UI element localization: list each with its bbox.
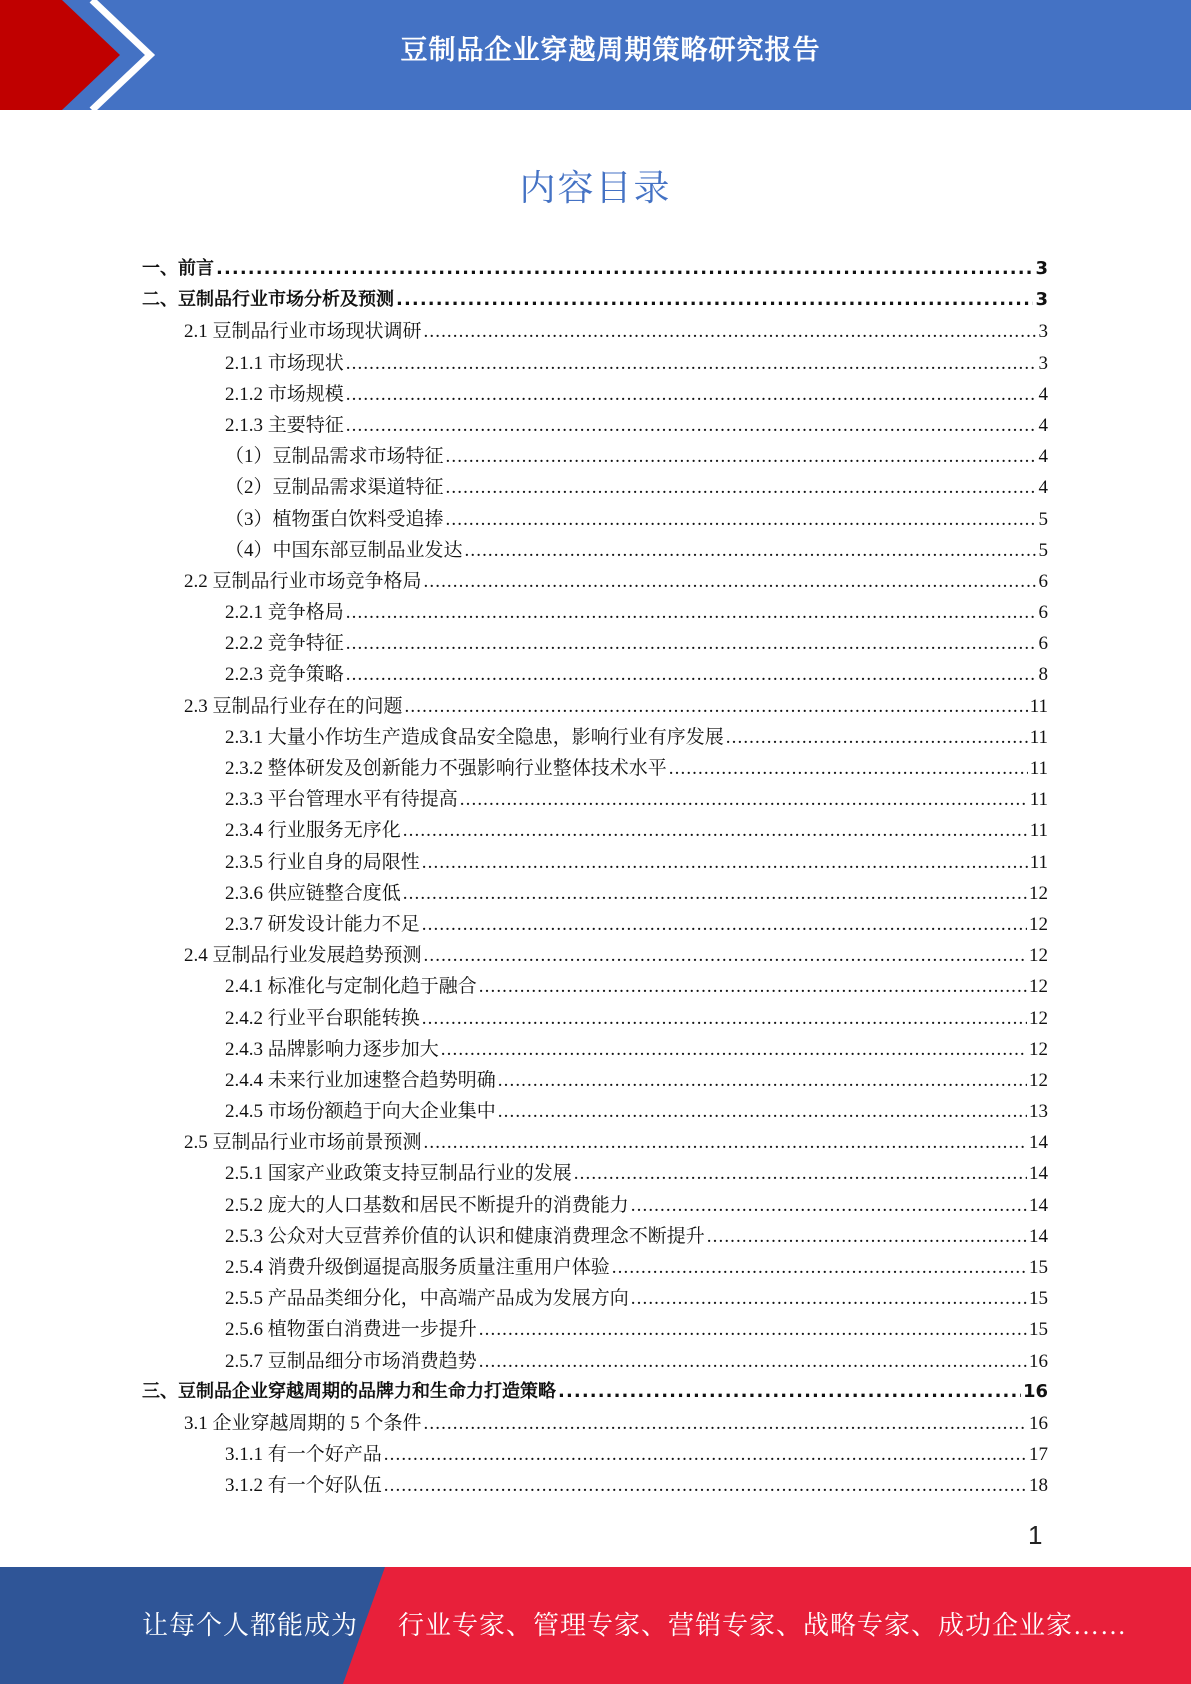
toc-entry-label: 一、前言 (142, 258, 214, 279)
toc-dot-leader (424, 571, 1037, 593)
toc-entry-label: 2.4.3 品牌影响力逐步加大 (225, 1038, 439, 1060)
toc-dot-leader (424, 1132, 1027, 1154)
toc-entry-page: 3 (1035, 258, 1048, 279)
toc-dot-leader (422, 1008, 1027, 1030)
toc-entry[interactable] (142, 1283, 1048, 1314)
toc-entry-page: 3 (1038, 352, 1048, 374)
toc-dot-leader (396, 289, 1033, 310)
toc-entry-label: 2.2.3 竞争策略 (225, 664, 344, 686)
toc-entry[interactable] (142, 722, 1048, 753)
toc-entry[interactable] (142, 566, 1048, 597)
toc-entry-page: 11 (1029, 789, 1048, 811)
page-number: 1 (1028, 1520, 1043, 1550)
toc-entry[interactable] (142, 1221, 1048, 1252)
toc-entry-page: 4 (1038, 446, 1048, 468)
toc-entry-label: 2.5.4 消费升级倒逼提高服务质量注重用户体验 (225, 1257, 610, 1278)
toc-entry[interactable] (142, 691, 1048, 722)
toc-entry-page: 12 (1029, 1007, 1048, 1029)
toc-entry-label: 2.5.6 植物蛋白消费进一步提升 (225, 1319, 477, 1341)
toc-entry-page: 6 (1038, 633, 1048, 655)
toc-dot-leader (405, 696, 1028, 718)
toc-dot-leader (216, 258, 1033, 279)
toc-dot-leader (424, 1413, 1027, 1435)
toc-dot-leader (424, 321, 1037, 343)
toc-entry[interactable] (142, 1096, 1048, 1127)
toc-entry[interactable] (142, 1003, 1048, 1034)
toc-entry[interactable] (142, 348, 1048, 379)
toc-entry-label: 2.4.4 未来行业加速整合趋势明确 (225, 1069, 496, 1091)
toc-dot-leader (726, 727, 1028, 749)
toc-dot-leader (446, 477, 1037, 499)
toc-entry[interactable] (142, 1470, 1048, 1501)
toc-entry-page: 16 (1029, 1412, 1048, 1434)
toc-entry[interactable] (142, 878, 1048, 909)
toc-entry-page: 6 (1038, 570, 1048, 592)
toc-entry-page: 14 (1029, 1132, 1048, 1154)
toc-entry-label: 2.3.2 整体研发及创新能力不强影响行业整体技术水平 (225, 758, 667, 779)
toc-entry-page: 12 (1029, 913, 1048, 935)
toc-entry[interactable] (142, 1034, 1048, 1065)
toc-entry-page: 15 (1029, 1319, 1048, 1341)
toc-dot-leader (460, 789, 1028, 811)
toc-entry-label: 3.1.2 有一个好队伍 (225, 1475, 382, 1497)
toc-entry-label: 二、豆制品行业市场分析及预测 (142, 289, 394, 311)
toc-entry-page: 16 (1029, 1350, 1048, 1372)
toc-entry-label: 2.2.1 竞争格局 (225, 602, 344, 624)
toc-entry[interactable] (142, 940, 1048, 971)
toc-entry-label: 2.3 豆制品行业存在的问题 (184, 695, 403, 717)
toc-entry-label: 2.1.1 市场现状 (225, 352, 344, 374)
toc-entry-page: 18 (1029, 1475, 1048, 1497)
toc-dot-leader (574, 1163, 1027, 1185)
toc-entry[interactable] (142, 909, 1048, 940)
report-title: 豆制品企业穿越周期策略研究报告 (400, 35, 821, 65)
toc-dot-leader (403, 820, 1028, 842)
toc-entry-page: 15 (1029, 1288, 1048, 1310)
toc-entry-page: 12 (1029, 1038, 1048, 1060)
toc-dot-leader (346, 353, 1037, 375)
toc-dot-leader (479, 1351, 1027, 1373)
toc-entry[interactable] (142, 753, 1048, 784)
toc-dot-leader (446, 446, 1037, 468)
toc-entry-label: 2.3.6 供应链整合度低 (225, 882, 401, 904)
toc-entry[interactable] (142, 1377, 1048, 1408)
toc-dot-leader (631, 1288, 1027, 1310)
toc-entry[interactable] (142, 628, 1048, 659)
toc-entry-page: 15 (1029, 1257, 1048, 1278)
toc-dot-leader (346, 415, 1037, 437)
toc-entry-label: （4）中国东部豆制品业发达 (225, 539, 463, 561)
toc-entry-page: 12 (1029, 882, 1048, 904)
toc-entry-page: 4 (1038, 414, 1048, 436)
toc-entry-page: 8 (1038, 664, 1048, 686)
toc-entry[interactable] (142, 1065, 1048, 1096)
toc-entry-label: 3.1 企业穿越周期的 5 个条件 (184, 1412, 422, 1434)
toc-dot-leader (346, 664, 1037, 686)
toc-entry-label: 2.3.7 研发设计能力不足 (225, 913, 420, 935)
toc-entry[interactable] (142, 254, 1048, 285)
toc-entry-page: 12 (1029, 976, 1048, 998)
toc-dot-leader (498, 1101, 1027, 1123)
toc-entry[interactable] (142, 847, 1048, 878)
toc-entry-page: 6 (1038, 602, 1048, 624)
toc-entry[interactable] (142, 472, 1048, 503)
toc-dot-leader (479, 976, 1027, 998)
toc-dot-leader (465, 540, 1037, 562)
toc-entry-label: 2.5.1 国家产业政策支持豆制品行业的发展 (225, 1163, 572, 1185)
toc-entry[interactable] (142, 659, 1048, 690)
toc-dot-leader (707, 1226, 1027, 1248)
toc-entry[interactable] (142, 815, 1048, 846)
toc-dot-leader (631, 1195, 1027, 1217)
toc-entry-label: 2.5.3 公众对大豆营养价值的认识和健康消费理念不断提升 (225, 1225, 705, 1247)
toc-dot-leader (422, 914, 1027, 936)
toc-entry-page: 11 (1029, 820, 1048, 842)
toc-entry[interactable] (142, 410, 1048, 441)
toc-entry-page: 12 (1029, 945, 1048, 967)
toc-entry[interactable] (142, 535, 1048, 566)
toc-heading: 内容目录 (519, 168, 672, 209)
toc-entry-label: 2.1 豆制品行业市场现状调研 (184, 321, 422, 343)
toc-entry[interactable] (142, 504, 1048, 535)
toc-entry[interactable] (142, 285, 1048, 316)
footer-slogan-right: 行业专家、管理专家、营销专家、战略专家、成功企业家…… (398, 1611, 1128, 1640)
toc-entry-page: 14 (1029, 1194, 1048, 1216)
toc-entry-page: 17 (1029, 1444, 1048, 1466)
toc-dot-leader (479, 1319, 1027, 1341)
toc-dot-leader (346, 602, 1037, 624)
toc-entry-label: 三、豆制品企业穿越周期的品牌力和生命力打造策略 (142, 1380, 556, 1402)
toc-entry-page: 13 (1029, 1101, 1048, 1123)
toc-entry-label: 2.4 豆制品行业发展趋势预测 (184, 945, 422, 967)
toc-entry-page: 5 (1038, 508, 1048, 530)
page-footer (0, 1567, 1191, 1684)
toc-dot-leader (446, 509, 1037, 531)
toc-entry-label: 2.2 豆制品行业市场竞争格局 (184, 570, 422, 592)
toc-entry[interactable] (142, 597, 1048, 628)
toc-entry[interactable] (142, 1127, 1048, 1158)
toc-entry[interactable] (142, 1346, 1048, 1377)
toc-dot-leader (346, 384, 1037, 406)
toc-entry-page: 3 (1035, 289, 1048, 311)
toc-entry-page: 14 (1029, 1163, 1048, 1185)
toc-dot-leader (403, 883, 1027, 905)
footer-slogan-left: 让每个人都能成为 (142, 1611, 359, 1640)
toc-dot-leader (498, 1070, 1027, 1092)
toc-dot-leader (441, 1039, 1027, 1061)
toc-entry-page: 12 (1029, 1069, 1048, 1091)
toc-entry-label: （1）豆制品需求市场特征 (225, 446, 444, 468)
toc-entry-label: 2.5.7 豆制品细分市场消费趋势 (225, 1350, 477, 1372)
toc-entry-page: 11 (1029, 726, 1048, 748)
toc-entry-label: 2.3.5 行业自身的局限性 (225, 851, 420, 873)
toc-entry-label: 2.5 豆制品行业市场前景预测 (184, 1132, 422, 1154)
toc-dot-leader (558, 1381, 1021, 1402)
toc-entry-label: 2.3.1 大量小作坊生产造成食品安全隐患，影响行业有序发展 (225, 726, 724, 748)
toc-entry-label: 2.4.2 行业平台职能转换 (225, 1007, 420, 1029)
table-of-contents (142, 254, 1048, 1502)
toc-entry-page: 3 (1038, 321, 1048, 343)
page-header (0, 0, 1191, 110)
toc-entry-label: 2.2.2 竞争特征 (225, 633, 344, 655)
toc-entry-label: 3.1.1 有一个好产品 (225, 1444, 382, 1466)
toc-entry-label: （3）植物蛋白饮料受追捧 (225, 508, 444, 530)
toc-dot-leader (346, 633, 1037, 655)
toc-entry[interactable] (142, 1408, 1048, 1439)
toc-entry-label: 2.1.3 主要特征 (225, 414, 344, 436)
toc-entry[interactable] (142, 1158, 1048, 1189)
toc-entry-label: 2.3.3 平台管理水平有待提高 (225, 789, 458, 811)
toc-entry-page: 11 (1029, 851, 1048, 873)
toc-dot-leader (612, 1257, 1027, 1279)
toc-entry[interactable] (142, 316, 1048, 347)
toc-entry-page: 11 (1029, 695, 1048, 717)
toc-entry-label: 2.5.5 产品品类细分化，中高端产品成为发展方向 (225, 1288, 629, 1310)
toc-entry-label: 2.4.1 标准化与定制化趋于融合 (225, 976, 477, 998)
toc-entry[interactable] (142, 784, 1048, 815)
toc-entry-page: 5 (1038, 539, 1048, 561)
toc-entry[interactable] (142, 1314, 1048, 1345)
toc-entry-page: 4 (1038, 383, 1048, 405)
toc-entry-label: 2.4.5 市场份额趋于向大企业集中 (225, 1101, 496, 1123)
toc-entry-page: 11 (1029, 758, 1048, 779)
toc-entry-page: 14 (1029, 1225, 1048, 1247)
toc-entry-page: 4 (1038, 477, 1048, 499)
toc-entry[interactable] (142, 1190, 1048, 1221)
toc-entry[interactable] (142, 971, 1048, 1002)
toc-entry-label: 2.5.2 庞大的人口基数和居民不断提升的消费能力 (225, 1194, 629, 1216)
toc-dot-leader (422, 852, 1028, 874)
toc-entry-label: （2）豆制品需求渠道特征 (225, 477, 444, 499)
toc-entry[interactable] (142, 1439, 1048, 1470)
toc-dot-leader (669, 758, 1028, 780)
toc-dot-leader (384, 1444, 1027, 1466)
toc-entry-label: 2.1.2 市场规模 (225, 383, 344, 405)
toc-entry[interactable] (142, 441, 1048, 472)
toc-entry[interactable] (142, 1252, 1048, 1283)
toc-entry-label: 2.3.4 行业服务无序化 (225, 820, 401, 842)
toc-dot-leader (424, 945, 1027, 967)
toc-entry-page: 16 (1022, 1380, 1048, 1402)
toc-dot-leader (384, 1475, 1027, 1497)
toc-entry[interactable] (142, 379, 1048, 410)
